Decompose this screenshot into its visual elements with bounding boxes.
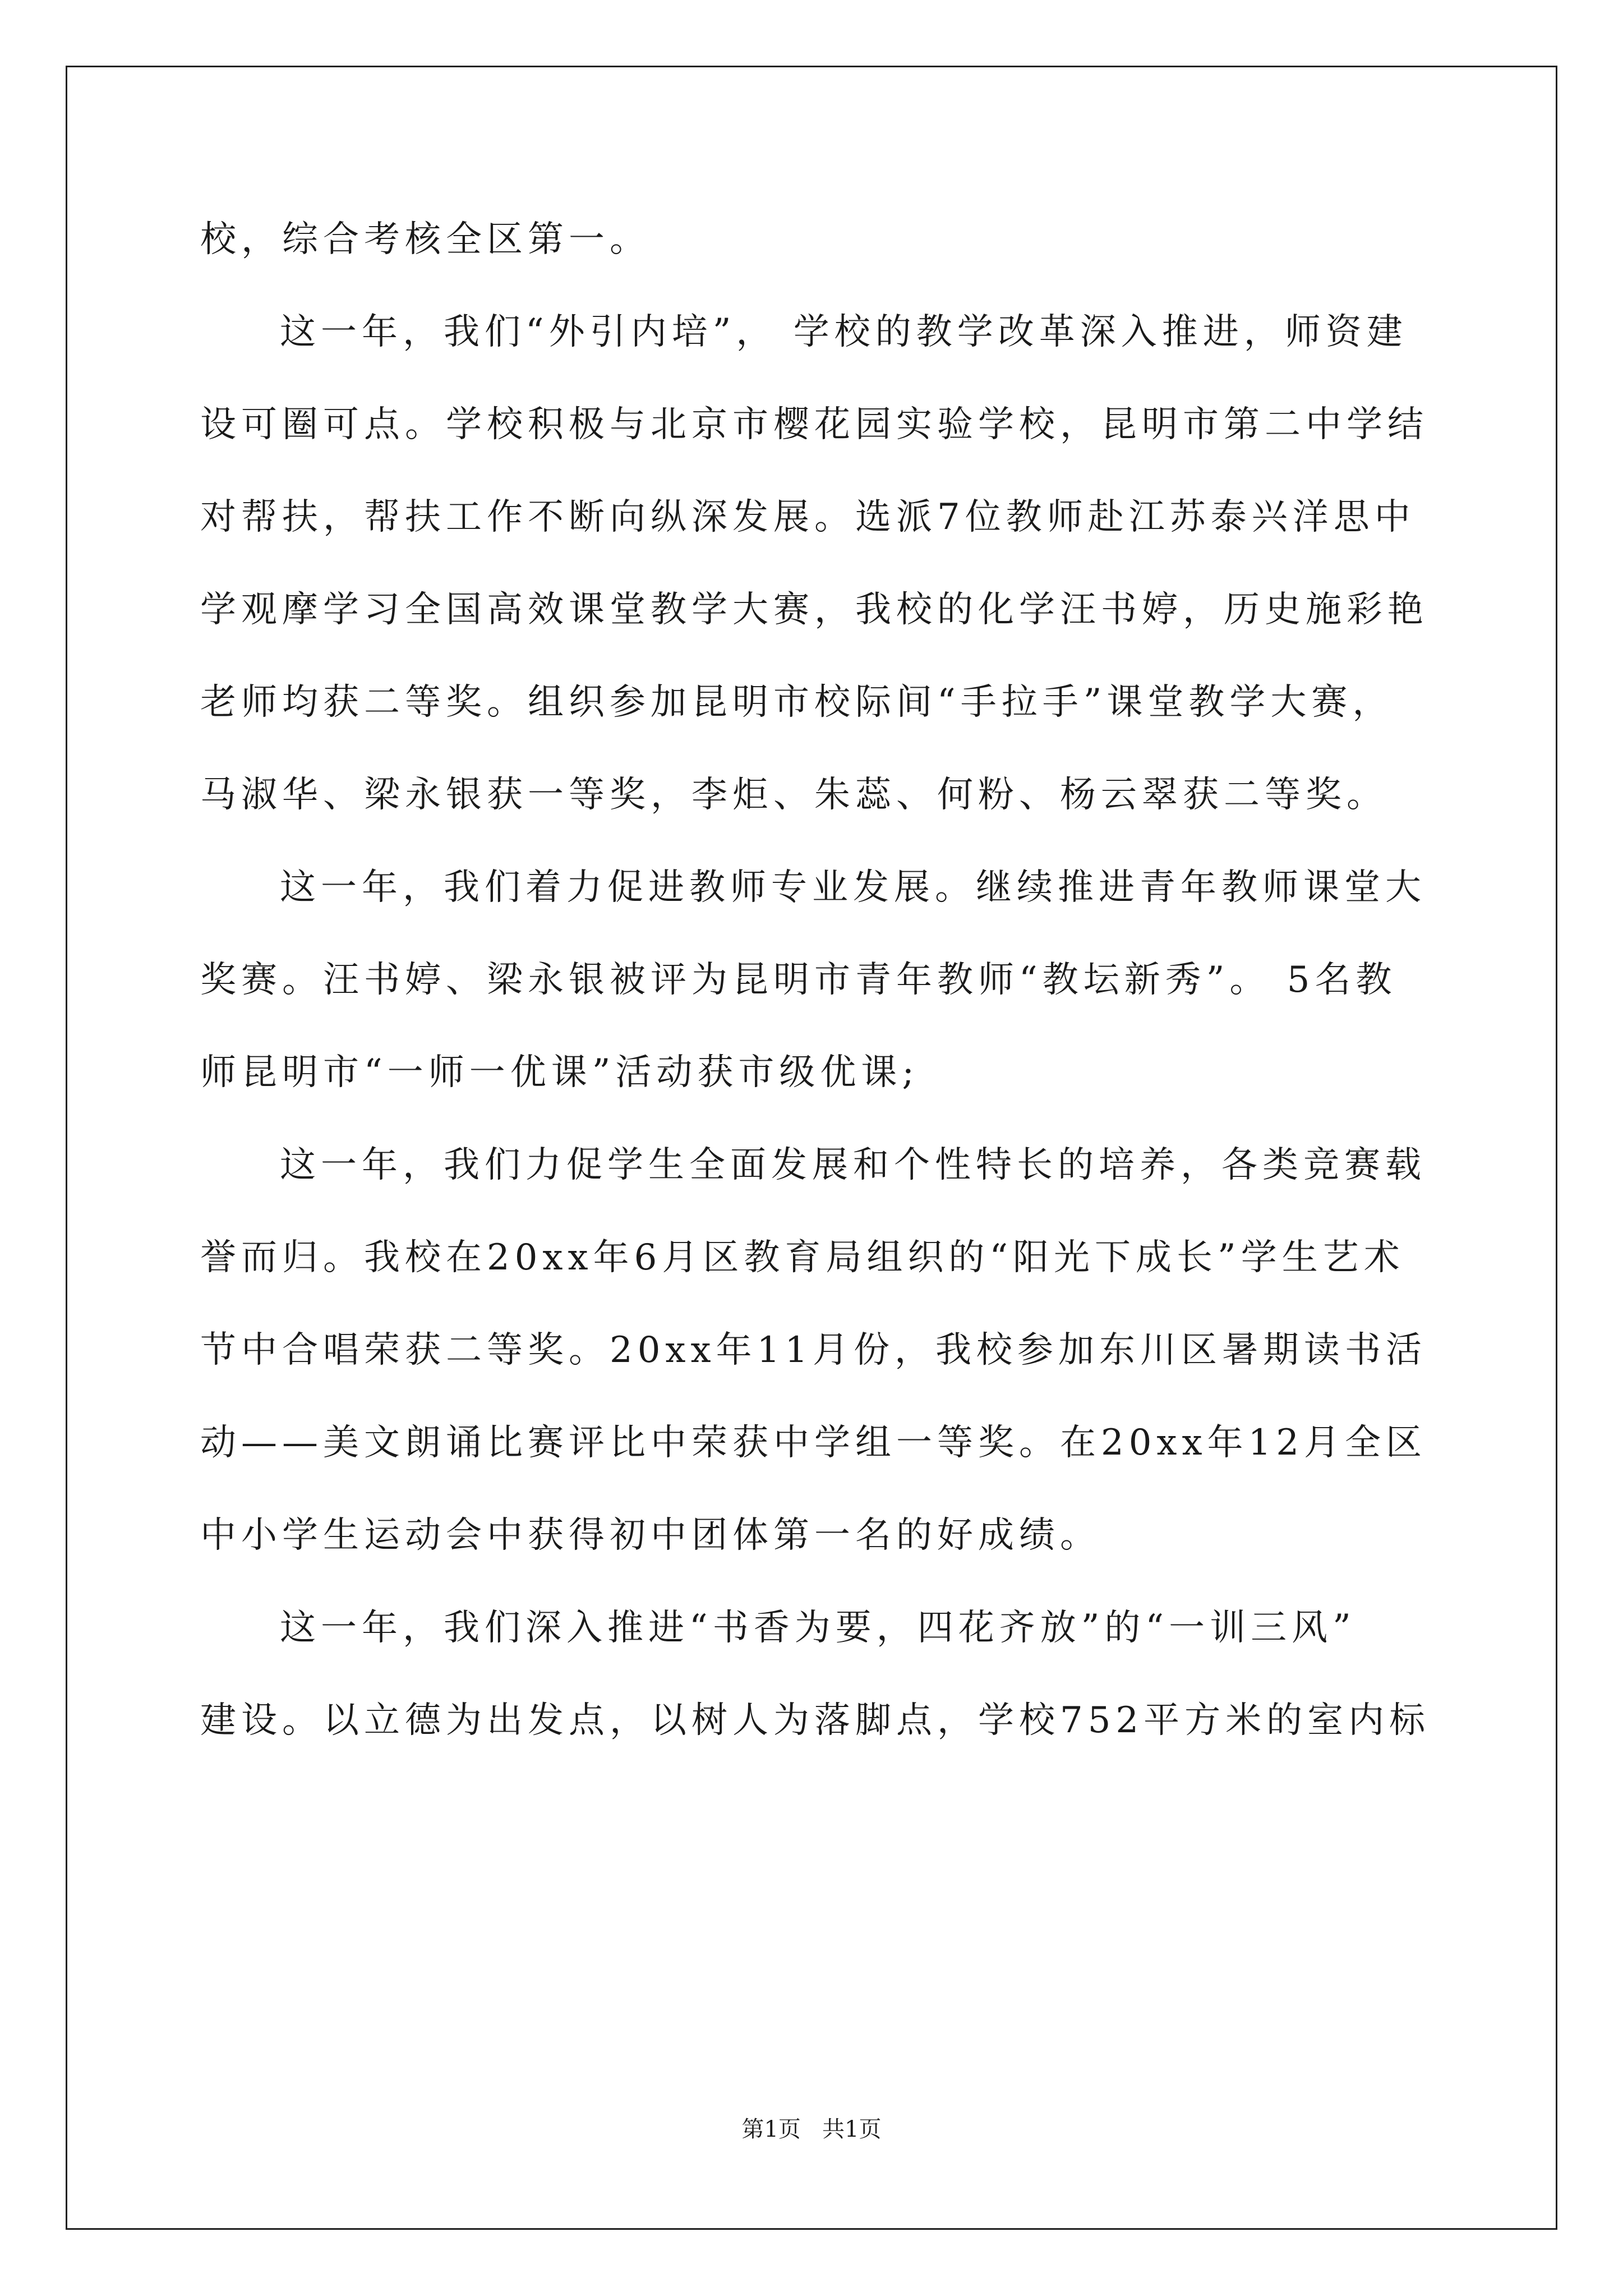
paragraph-3-line-2: 奖赛。汪书婷、梁永银被评为昆明市青年教师“教坛新秀”。 5名教 <box>200 959 1397 1001</box>
paragraph-4-line-5: 中小学生运动会中获得初中团体第一名的好成绩。 <box>200 1515 1101 1556</box>
paragraph-4-line-4: 动——美文朗诵比赛评比中荣获中学组一等奖。在20xx年12月全区 <box>200 1422 1427 1464</box>
paragraph-2-line-2: 设可圈可点。学校积极与北京市樱花园实验学校，昆明市第二中学结 <box>200 404 1428 445</box>
paragraph-2-line-1: 这一年，我们“外引内培”， 学校的教学改革深入推进，师资建 <box>280 311 1408 353</box>
paragraph-4-line-2: 誉而归。我校在20xx年6月区教育局组织的“阳光下成长”学生艺术 <box>200 1237 1405 1278</box>
paragraph-2-line-4: 学观摩学习全国高效课堂教学大赛，我校的化学汪书婷，历史施彩艳 <box>200 589 1428 631</box>
paragraph-3-line-1: 这一年，我们着力促进教师专业发展。继续推进青年教师课堂大 <box>280 867 1426 908</box>
paragraph-2-line-3: 对帮扶，帮扶工作不断向纵深发展。选派7位教师赴江苏泰兴洋思中 <box>200 496 1415 538</box>
document-body <box>200 214 1431 1788</box>
paragraph-4-line-3: 节中合唱荣获二等奖。20xx年11月份，我校参加东川区暑期读书活 <box>200 1329 1427 1371</box>
paragraph-3-line-3: 师昆明市“一师一优课”活动获市级优课; <box>200 1052 919 1093</box>
paragraph-5-line-2: 建设。以立德为出发点，以树人为落脚点，学校752平方米的室内标 <box>200 1700 1431 1741</box>
page-number-footer: 第1页 共1页 <box>741 2116 882 2142</box>
paragraph-2-line-6: 马淑华、梁永银获一等奖，李炬、朱蕊、何粉、杨云翠获二等奖。 <box>200 774 1387 816</box>
paragraph-1-line-1: 校，综合考核全区第一。 <box>200 219 651 260</box>
paragraph-2-line-5: 老师均获二等奖。组织参加昆明市校际间“手拉手”课堂教学大赛， <box>200 682 1394 723</box>
paragraph-4-line-1: 这一年，我们力促学生全面发展和个性特长的培养，各类竞赛载 <box>280 1144 1426 1186</box>
paragraph-5-line-1: 这一年，我们深入推进“书香为要，四花齐放”的“一训三风” <box>280 1607 1356 1649</box>
